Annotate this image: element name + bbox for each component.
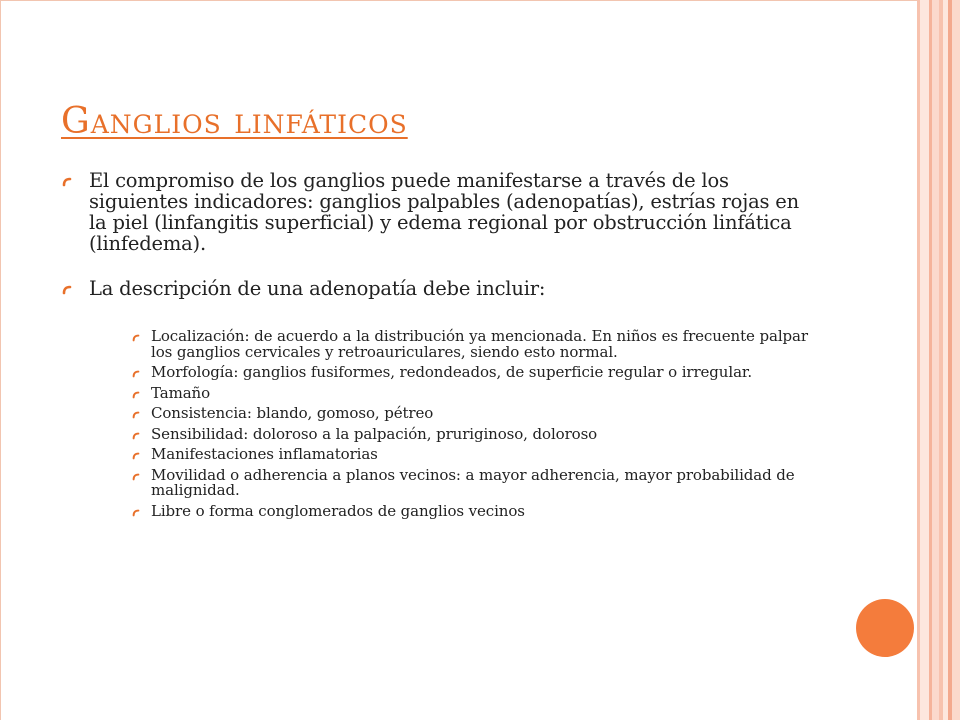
curved-bullet-icon <box>132 370 140 378</box>
sub-bullet-text: Consistencia: blando, gomoso, pétreo <box>151 404 434 422</box>
sub-bullet-item <box>132 465 822 499</box>
sub-bullet-text: Movilidad o adherencia a planos vecinos: a mayor adherencia, mayor probabilidad de malignidad. <box>151 465 795 499</box>
sub-bullet-text: Morfología: ganglios fusiformes, redondeados, de superficie regular o irregular. <box>151 363 753 381</box>
bullet-item <box>62 278 822 299</box>
slide-title: Ganglios linfáticos <box>61 101 408 142</box>
sub-bullet-item <box>132 424 822 443</box>
curved-bullet-icon <box>132 411 140 419</box>
sub-bullet-list <box>132 329 822 519</box>
curved-bullet-icon <box>132 452 140 460</box>
curved-bullet-icon <box>132 432 140 440</box>
sub-bullet-text: Sensibilidad: doloroso a la palpación, pruriginoso, doloroso <box>151 424 598 443</box>
sub-bullet-item <box>132 383 822 402</box>
sub-bullet-item <box>132 365 822 381</box>
slide-content <box>62 170 822 524</box>
curved-bullet-icon <box>132 509 140 517</box>
curved-bullet-icon <box>132 473 140 481</box>
curved-bullet-icon <box>62 177 72 187</box>
sub-bullet-text: Manifestaciones inflamatorias <box>151 445 378 463</box>
bullet-item <box>62 170 822 254</box>
decorative-stripes <box>917 0 960 720</box>
sub-bullet-item <box>132 329 822 360</box>
sub-bullet-item <box>132 406 822 422</box>
bullet-text: La descripción de una adenopatía debe incluir: <box>89 277 546 300</box>
curved-bullet-icon <box>132 334 140 342</box>
bullet-text: El compromiso de los ganglios puede manifestarse a través de los siguientes indicadores: ganglios palpables (adenopatías), estrías rojas en la piel (linfangitis superficial) y edema regional por obstrucción linfática (linfedema). <box>89 169 799 255</box>
sub-bullet-text: Localización: de acuerdo a la distribución ya mencionada. En niños es frecuente palpar los ganglios cervicales y retroauriculares, siendo esto normal. <box>151 327 808 361</box>
sub-bullet-item <box>132 447 822 463</box>
decorative-orange-circle <box>856 599 914 657</box>
curved-bullet-icon <box>62 285 72 295</box>
curved-bullet-icon <box>132 391 140 399</box>
sub-bullet-text: Tamaño <box>151 383 211 402</box>
sub-bullet-text: Libre o forma conglomerados de ganglios vecinos <box>151 501 525 520</box>
sub-bullet-item <box>132 501 822 520</box>
